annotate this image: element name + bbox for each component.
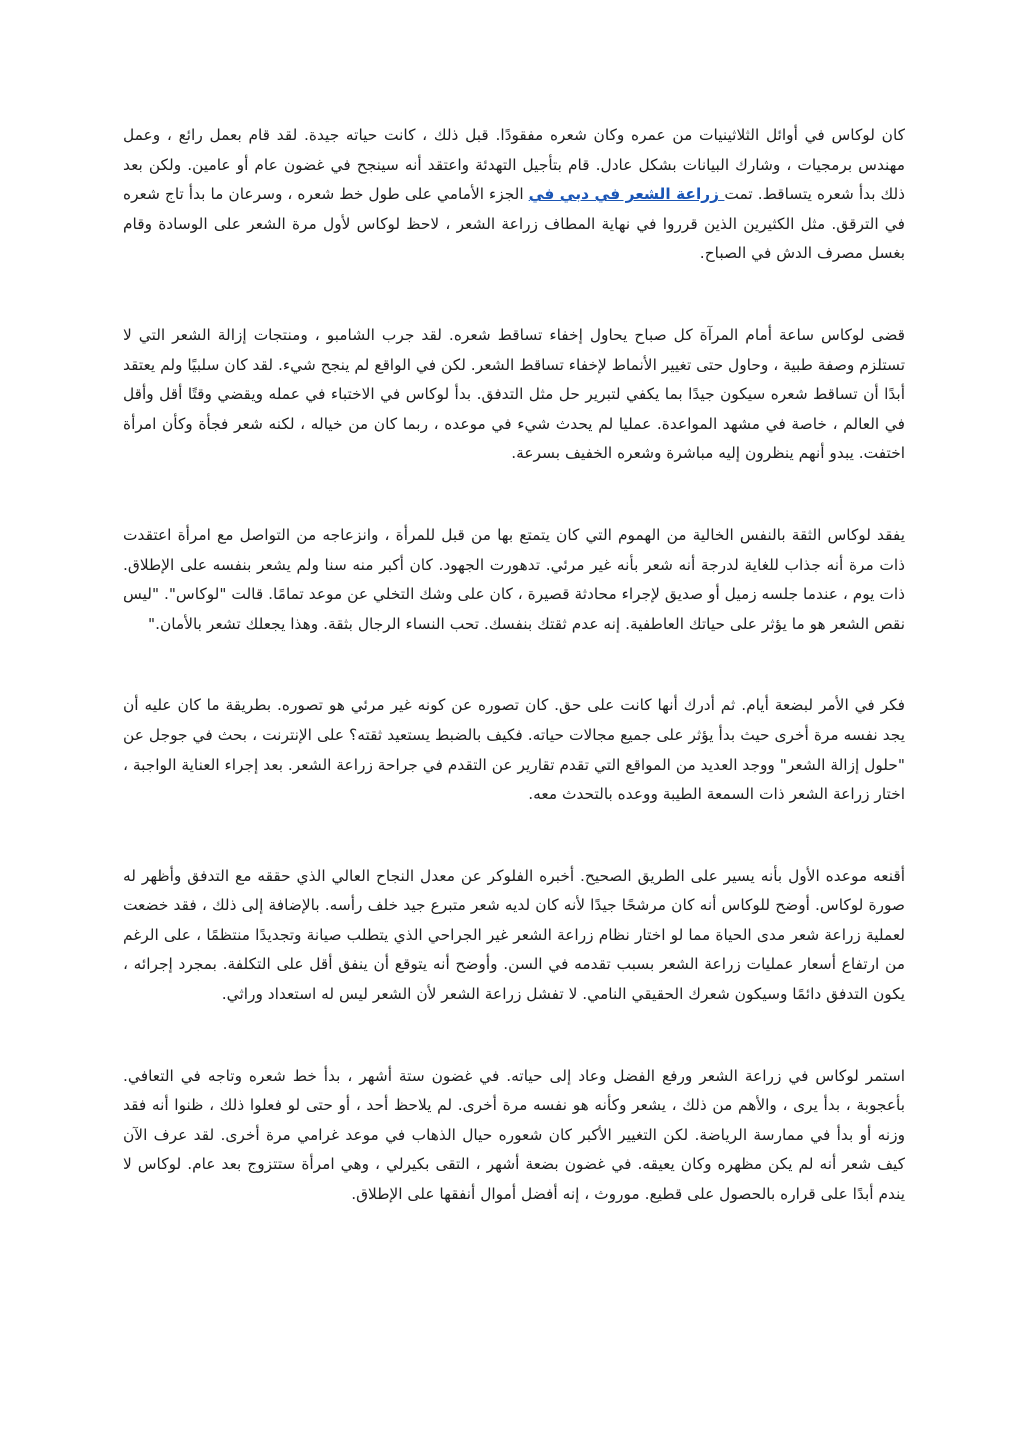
paragraph-5: أقنعه موعده الأول بأنه يسير على الطريق الصحيح. أخبره الفلوكر عن معدل النجاح العالي الذي حققه مع التدفق وأظهر له صورة لوكاس. أوضح للوكاس أنه كان مرشحًا جيدًا لأنه كان لديه شعر متبرع جيد خلف رأسه. بالإضافة إلى ذلك ، فقد خضعت لعملية زراعة شعر مدى الحياة مما لو اختار نظام زراعة الشعر غير الجراحي الذي يتطلب صيانة وتجديدًا منتظمًا ، على الرغم من ارتفاع أسعار عمليات زراعة الشعر بسبب تقدمه في السن. وأوضح أنه يتوقع أن ينفق أقل على التكلفة. بمجرد إجرائه ، يكون التدفق دائمًا وسيكون شعرك الحقيقي النامي. لا تفشل زراعة الشعر لأن الشعر ليس له استعداد وراثي. bbox=[123, 866, 905, 1004]
hair-transplant-dubai-link[interactable]: زراعة الشعر في دبي في bbox=[528, 185, 725, 204]
paragraph-3: يفقد لوكاس الثقة بالنفس الخالية من الهموم التي كان يتمتع بها من قبل للمرأة ، وانزعاجه من التواصل مع امرأة اعتقدت ذات مرة أنه جذاب للغاية لدرجة أنه شعر بأنه غير مرئي. تدهورت الجهود. كان أكبر منه سنا ولم يشعر بنفسه على الإطلاق. ذات يوم ، عندما جلسه زميل أو صديق لإجراء محادثة قصيرة ، كان على وشك التخلي عن موعد تمامًا. قالت "لوكاس". "ليس نقص الشعر هو ما يؤثر على حياتك العاطفية. إنه عدم ثقتك بنفسك. تحب النساء الرجال بثقة. وهذا يجعلك تشعر بالأمان." bbox=[123, 525, 905, 633]
paragraph-1-text-end: الجزء الأمامي على طول خط شعره ، وسرعان ما بدأ تاج شعره في الترقق. مثل الكثيرين الذين قرروا في نهاية المطاف زراعة الشعر ، لاحظ لوكاس لأول مرة الشعر على الوسادة وقام بغسل مصرف الدش في الصباح. bbox=[123, 185, 905, 263]
paragraph-6: استمر لوكاس في زراعة الشعر ورفع الفضل وعاد إلى حياته. في غضون ستة أشهر ، بدأ خط شعره وتاجه في التعافي. بأعجوبة ، بدأ يرى ، والأهم من ذلك ، يشعر وكأنه هو نفسه مرة أخرى. لم يلاحظ أحد ، أو حتى لو فعلوا ذلك ، ظنوا أنه فقد وزنه أو بدأ في ممارسة الرياضة. لكن التغيير الأكبر كان شعوره حيال الذهاب في موعد غرامي مرة أخرى. لقد عرف الآن كيف شعر أنه لم يكن مظهره وكان يعيقه. في غضون بضعة أشهر ، التقى بكيرلي ، وهي امرأة ستتزوج بعد عام. لوكاس لا يندم أبدًا على قراره بالحصول على قطيع. موروث ، إنه أفضل أموال أنفقها على الإطلاق. bbox=[123, 1066, 905, 1204]
paragraph-1 bbox=[123, 121, 905, 269]
paragraph-4: فكر في الأمر لبضعة أيام. ثم أدرك أنها كانت على حق. كان تصوره عن كونه غير مرئي هو تصوره. بطريقة ما كان عليه أن يجد نفسه مرة أخرى حيث بدأ يؤثر على جميع مجالات حياته. فكيف بالضبط يستعيد ثقته؟ على الإنترنت ، بحث في جوجل عن "حلول إزالة الشعر" ووجد العديد من المواقع التي تقدم تقارير عن التقدم في جراحة زراعة الشعر. بعد إجراء العناية الواجبة ، اختار زراعة الشعر ذات السمعة الطيبة ووعده بالتحدث معه. bbox=[123, 696, 905, 804]
paragraph-2: قضى لوكاس ساعة أمام المرآة كل صباح يحاول إخفاء تساقط شعره. لقد جرب الشامبو ، ومنتجات إزالة الشعر التي لا تستلزم وصفة طبية ، وحاول حتى تغيير الأنماط لإخفاء تساقط الشعر. لكن في الواقع لم ينجح شيء. لقد كان سلبيًا ولم يعتقد أبدًا أن تساقط شعره سيكون جيدًا بما يكفي لتبرير حل مثل التدفق. بدأ لوكاس في الاختباء في عمله ويقضي وقتًا أقل وأقل في العالم ، خاصة في مشهد المواعدة. عمليا لم يحدث شيء في موعده ، ربما كان من خياله ، لكنه شعر فجأة وكأن امرأة اختفت. يبدو أنهم ينظرون إليه مباشرة وشعره الخفيف بسرعة. bbox=[123, 325, 905, 463]
document-body bbox=[123, 121, 905, 1262]
paragraph-1-text-start: كان لوكاس في أوائل الثلاثينيات من عمره وكان شعره مفقودًا. قبل ذلك ، كانت حياته جيدة. لقد قام بعمل رائع ، وعمل مهندس برمجيات ، وشارك البيانات بشكل عادل. قام بتأجيل التهدئة واعتقد أنه سينجح في غضون عام أو عامين. ولكن بعد ذلك بدأ شعره يتساقط. تمت bbox=[123, 126, 905, 204]
